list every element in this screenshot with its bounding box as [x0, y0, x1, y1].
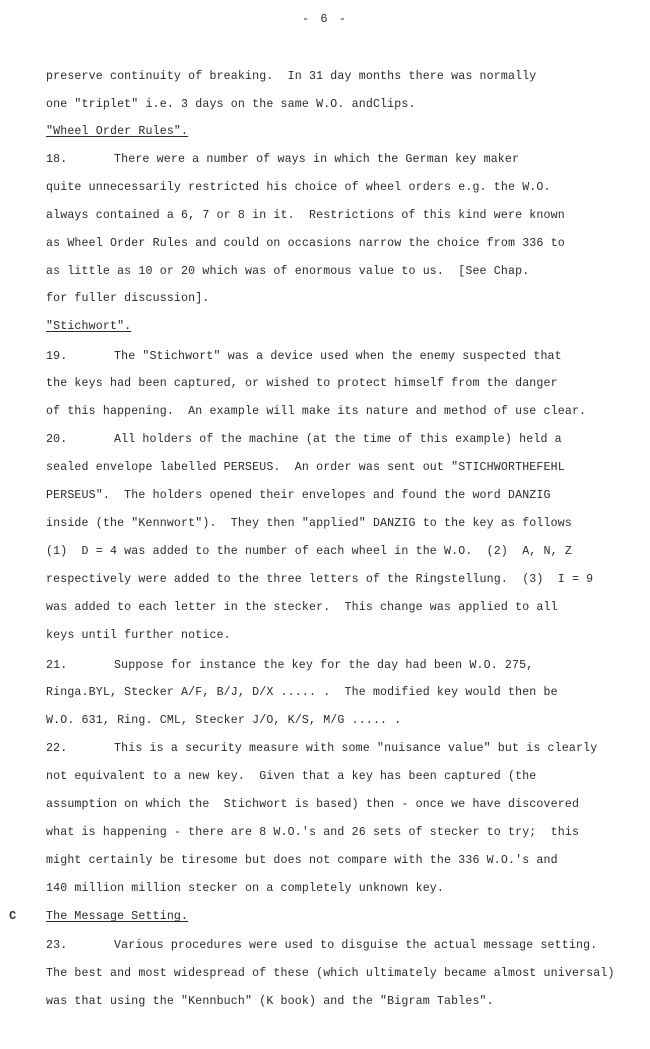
paragraph-number: 22. — [46, 742, 68, 755]
body-line: as Wheel Order Rules and could on occasions narrow the choice from 336 to — [46, 237, 565, 250]
paragraph-22-first-line — [46, 742, 597, 756]
body-text: All holders of the machine (at the time of this example) held a — [114, 433, 562, 446]
body-line: one "triplet" i.e. 3 days on the same W.O. andClips. — [46, 98, 416, 111]
paragraph-number: 21. — [46, 659, 68, 672]
body-line: what is happening - there are 8 W.O.'s and 26 sets of stecker to try; this — [46, 826, 580, 839]
section-heading-message-setting: The Message Setting. — [46, 910, 189, 923]
body-line: (1) D = 4 was added to the number of each wheel in the W.O. (2) A, N, Z — [46, 545, 572, 558]
body-line: was added to each letter in the stecker. This change was applied to all — [46, 601, 558, 614]
body-text: There were a number of ways in which the German key maker — [114, 153, 520, 166]
body-line: quite unnecessarily restricted his choice of wheel orders e.g. the W.O. — [46, 181, 551, 194]
body-text: The "Stichwort" was a device used when the enemy suspected that — [114, 350, 562, 363]
paragraph-21-first-line — [46, 659, 533, 673]
body-line: keys until further notice. — [46, 629, 231, 642]
body-line: always contained a 6, 7 or 8 in it. Restrictions of this kind were known — [46, 209, 565, 222]
body-line: respectively were added to the three letters of the Ringstellung. (3) I = 9 — [46, 573, 594, 586]
section-heading-wheel-order-rules: "Wheel Order Rules". — [46, 125, 189, 138]
paragraph-19-first-line — [46, 350, 562, 364]
paragraph-number: 20. — [46, 433, 68, 446]
body-line: The best and most widespread of these (which ultimately became almost universal) — [46, 967, 615, 980]
margin-mark: C — [9, 909, 17, 923]
body-line: PERSEUS". The holders opened their envelopes and found the word DANZIG — [46, 489, 551, 502]
body-line: might certainly be tiresome but does not compare with the 336 W.O.'s and — [46, 854, 558, 867]
body-text: Various procedures were used to disguise the actual message setting. — [114, 939, 598, 952]
body-line: inside (the "Kennwort"). They then "applied" DANZIG to the key as follows — [46, 517, 572, 530]
body-line: 140 million million stecker on a completely unknown key. — [46, 882, 445, 895]
paragraph-number: 23. — [46, 939, 68, 952]
body-line: preserve continuity of breaking. In 31 day months there was normally — [46, 70, 537, 83]
body-line: of this happening. An example will make its nature and method of use clear. — [46, 405, 587, 418]
body-line: was that using the "Kennbuch" (K book) and the "Bigram Tables". — [46, 995, 494, 1008]
body-line: Ringa.BYL, Stecker A/F, B/J, D/X ..... . The modified key would then be — [46, 686, 558, 699]
body-line: as little as 10 or 20 which was of enormous value to us. [See Chap. — [46, 265, 530, 278]
body-text: Suppose for instance the key for the day had been W.O. 275, — [114, 659, 534, 672]
body-line: the keys had been captured, or wished to protect himself from the danger — [46, 377, 558, 390]
page-number: - 6 - — [301, 12, 348, 26]
body-line: for fuller discussion]. — [46, 292, 210, 305]
body-line: W.O. 631, Ring. CML, Stecker J/O, K/S, M/G ..... . — [46, 714, 402, 727]
paragraph-23-first-line — [46, 939, 597, 953]
paragraph-18-first-line — [46, 153, 519, 167]
paragraph-number: 18. — [46, 153, 68, 166]
paragraph-number: 19. — [46, 350, 68, 363]
paragraph-20-first-line — [46, 433, 562, 447]
body-line: sealed envelope labelled PERSEUS. An order was sent out "STICHWORTHEFEHL — [46, 461, 565, 474]
body-line: not equivalent to a new key. Given that a key has been captured (the — [46, 770, 537, 783]
body-line: assumption on which the Stichwort is based) then - once we have discovered — [46, 798, 580, 811]
section-heading-stichwort: "Stichwort". — [46, 320, 132, 333]
body-text: This is a security measure with some "nuisance value" but is clearly — [114, 742, 598, 755]
